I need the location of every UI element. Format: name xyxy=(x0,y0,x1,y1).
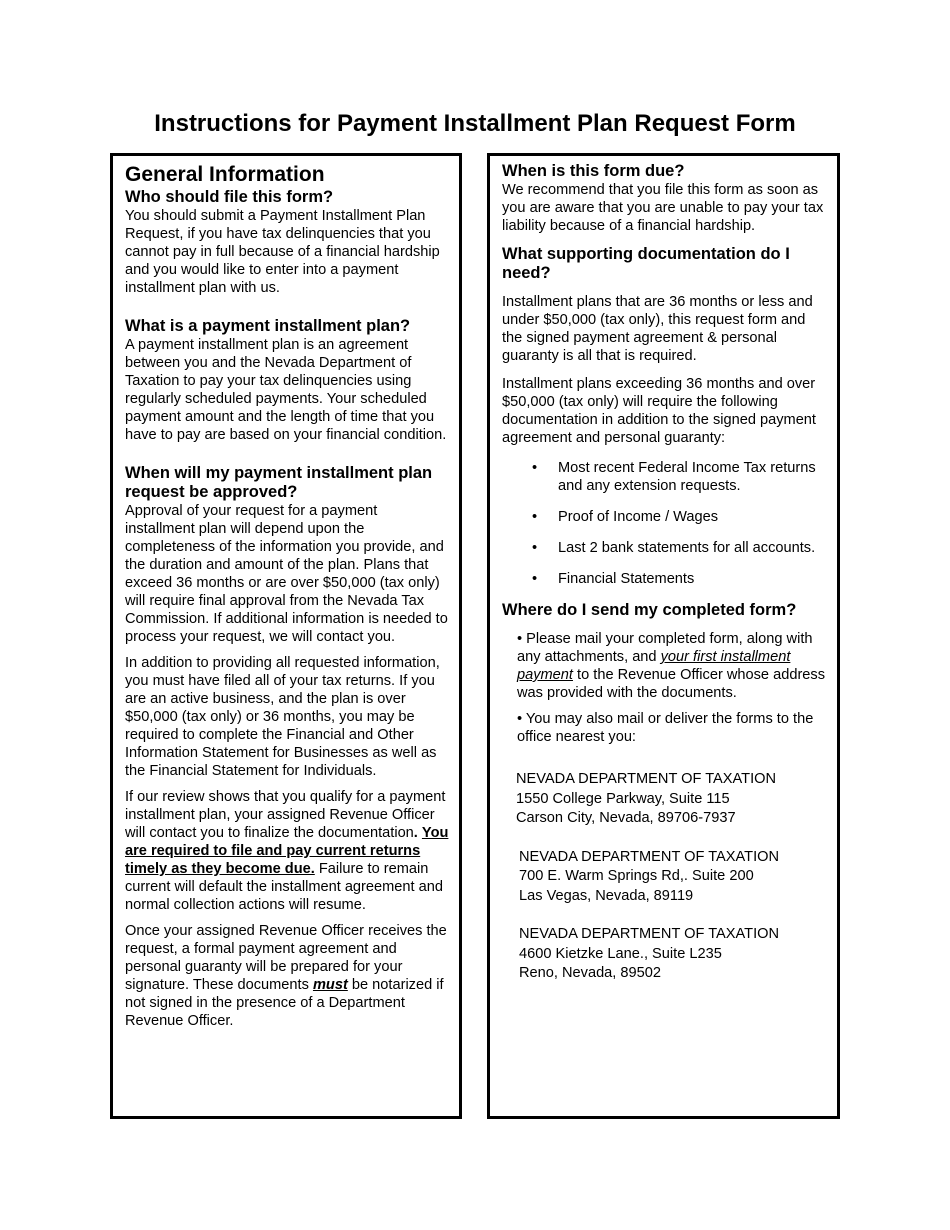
documentation-small-plans-text: Installment plans that are 36 months or less and under $50,000 (tax only), this request form and the signed payment agreement & personal guaranty is all that is required. xyxy=(502,294,813,364)
deliver-instructions-text: • You may also mail or deliver the forms to the office nearest you: xyxy=(517,711,814,745)
who-should-file-heading: Who should file this form? xyxy=(125,188,334,206)
qualify-text: If our review shows that you qualify for a payment installment plan, your assigned Revenue Officer will contact you to finalize the documentation. You are required to file and pay current returns timely as they become due. Failure to remain current will default the installment agreement and normal collection actions will resume. xyxy=(125,789,449,913)
list-item: • Proof of Income / Wages xyxy=(532,509,719,525)
must-emphasis: must xyxy=(312,977,348,993)
file-timely-warning: You are required to file and pay current returns timely as they become due. xyxy=(125,825,449,877)
form-details-panel xyxy=(487,153,840,1119)
send-form-heading: Where do I send my completed form? xyxy=(502,601,797,619)
when-due-heading: When is this form due? xyxy=(502,162,685,180)
page-title: Instructions for Payment Installment Plan Request Form xyxy=(154,110,796,137)
mail-instructions-text: • Please mail your completed form, along with any attachments, and your first installment payment to the Revenue Officer whose address was provided with the documents. xyxy=(517,631,826,701)
approval-heading: When will my payment installment plan request be approved? xyxy=(125,464,433,501)
when-due-text: We recommend that you file this form as soon as you are aware that you are unable to pay your tax liability because of a financial hardship. xyxy=(502,182,824,234)
filing-requirements-text: In addition to providing all requested information, you must have filed all of your tax returns. If you are an active business, and the plan is over $50,000 (tax only) or 36 months, you may be required to complete the Financial and Other Information Statement for Businesses as well as the Financial Statement for Individuals. xyxy=(125,655,440,779)
approval-text: Approval of your request for a payment installment plan will depend upon the completeness of the information you provide, and the duration and amount of the plan. Plans that exceed 36 months or are over $50,000 (tax only) will require final approval from the Nevada Tax Commission. If additional information is needed to process your request, we will contact you. xyxy=(125,503,448,645)
general-information-heading: General Information xyxy=(125,163,325,186)
send-instructions xyxy=(502,630,827,746)
documentation-heading: What supporting documentation do I need? xyxy=(502,245,790,282)
list-item: • Most recent Federal Income Tax returns and any extension requests. xyxy=(532,460,816,494)
agreement-text: Once your assigned Revenue Officer receives the request, a formal payment agreement and personal guaranty will be prepared for your signature. These documents must be notarized if not signed in the presence of a Department Revenue Officer. xyxy=(125,923,447,1029)
office-address-carson: NEVADA DEPARTMENT OF TAXATION 1550 College Parkway, Suite 115 Carson City, Nevada, 89706-7937 xyxy=(516,771,777,826)
documentation-list xyxy=(502,459,827,588)
what-is-plan-text: A payment installment plan is an agreement between you and the Nevada Department of Taxation to pay your tax delinquencies using regularly scheduled payments. Your scheduled payment amount and the length of time that you have to pay are based on your financial condition. xyxy=(125,337,447,443)
first-payment-emphasis: your first installment payment xyxy=(517,649,791,683)
who-should-file-text: You should submit a Payment Installment Plan Request, if you have tax delinquencies that you cannot pay in full because of a financial hardship and you would like to enter into a payment installment plan with us. xyxy=(125,208,440,296)
list-item: • Last 2 bank statements for all accounts. xyxy=(532,540,816,556)
general-information-panel xyxy=(110,153,462,1119)
list-item: • Financial Statements xyxy=(532,571,695,587)
office-address-reno: NEVADA DEPARTMENT OF TAXATION 4600 Kietzke Lane., Suite L235 Reno, Nevada, 89502 xyxy=(519,926,780,981)
what-is-plan-heading: What is a payment installment plan? xyxy=(125,317,411,335)
documentation-large-plans-text: Installment plans exceeding 36 months and over $50,000 (tax only) will require the following documentation in addition to the signed payment agreement and personal guaranty: xyxy=(502,376,816,446)
office-address-las-vegas: NEVADA DEPARTMENT OF TAXATION 700 E. Warm Springs Rd,. Suite 200 Las Vegas, Nevada, 89119 xyxy=(519,848,780,904)
